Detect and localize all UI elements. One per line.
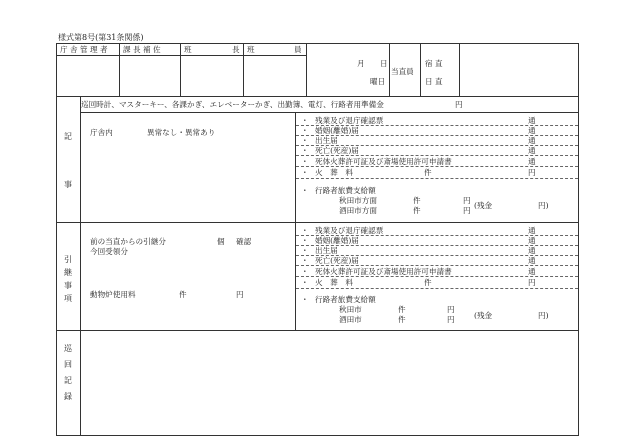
travel-hiki-title: 行路者旅費支給額	[315, 295, 376, 304]
record-hiki-cremation-permit: 死体火葬許可証及び斎場使用許可申請書	[315, 267, 452, 276]
record-kiji-cremation-fee: 火 葬 料	[315, 168, 353, 177]
travel-kiji-balance: (残金	[474, 201, 493, 210]
handover-label: 前の当直からの引継分	[90, 237, 166, 246]
form-id: 様式第8号(第31条関係)	[58, 33, 144, 42]
record-hiki-cremation-fee: 火 葬 料	[315, 278, 353, 287]
header-weekday: 曜日	[370, 77, 386, 86]
record-hiki-marriage: 婚姻(離婚)届	[315, 236, 359, 245]
header-member: 員	[294, 45, 302, 54]
header-month: 月	[357, 59, 365, 68]
received-label: 今回受領分	[90, 247, 128, 256]
travel-hiki-balance: (残金	[474, 311, 493, 320]
header-day-duty: 日 直	[425, 77, 443, 86]
animal-cremation-case: 件	[179, 290, 187, 299]
record-kiji-death: 死亡(死産)届	[315, 146, 359, 155]
building-status: 異常なし・異常あり	[147, 128, 216, 137]
travel-hiki-sakata: 酒田市	[339, 315, 362, 324]
header-night-duty: 宿 直	[425, 59, 443, 68]
handover-count-unit: 個	[217, 237, 225, 246]
record-hiki-death: 死亡(死産)届	[315, 256, 359, 265]
patrol-fund-yen: 円	[455, 100, 463, 109]
travel-kiji-sakata: 酒田市方面	[339, 206, 377, 215]
header-day: 日	[380, 59, 388, 68]
patrol-items: 巡回時計、マスターキー、各課かぎ、エレベーターかぎ、出勤簿、電灯、行路者用準備金	[81, 100, 384, 109]
record-kiji-birth: 出生届	[315, 136, 338, 145]
header-duty-officer: 当直員	[391, 67, 414, 76]
travel-hiki-akita: 秋田市	[339, 305, 362, 314]
record-hiki-overtime: 残業及び退庁確認票	[315, 226, 384, 235]
building-label: 庁舎内	[90, 128, 113, 137]
record-hiki-birth: 出生届	[315, 246, 338, 255]
header-admin: 庁 舎 管 理 者	[60, 45, 108, 54]
travel-kiji-akita: 秋田市方面	[339, 196, 377, 205]
header-deputy: 課 長 補 佐	[123, 45, 161, 54]
header-leader: 長	[232, 45, 240, 54]
travel-kiji-title: 行路者旅費支給額	[315, 186, 376, 195]
animal-cremation-fee: 動物炉使用料	[90, 290, 136, 299]
handover-confirm: 確認	[236, 237, 252, 246]
record-kiji-cremation-permit: 死体火葬許可証及び斎場使用許可申請書	[315, 157, 452, 166]
animal-cremation-yen: 円	[236, 290, 244, 299]
header-team2: 班	[247, 45, 255, 54]
record-kiji-marriage: 婚姻(離婚)届	[315, 126, 359, 135]
record-kiji-overtime: 残業及び退庁確認票	[315, 116, 384, 125]
header-team: 班	[184, 45, 192, 54]
